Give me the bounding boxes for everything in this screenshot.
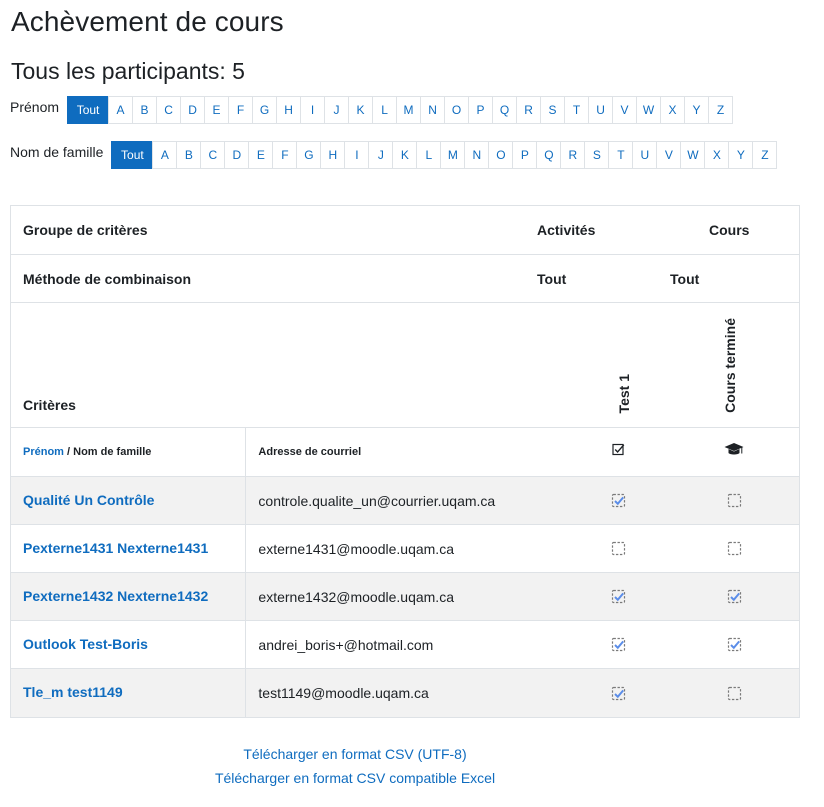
user-name-cell <box>11 492 245 510</box>
firstname-initial-l[interactable]: L <box>372 96 397 124</box>
lastname-initial-g[interactable]: G <box>296 141 321 169</box>
download-csv-utf8-link[interactable]: Télécharger en format CSV (UTF-8) <box>243 746 467 762</box>
course-type-cell <box>669 442 799 463</box>
lastname-initial-n[interactable]: N <box>464 141 489 169</box>
user-profile-link[interactable]: Outlook Test-Boris <box>23 635 148 652</box>
test1-status-cell <box>569 493 670 508</box>
firstname-initial-g[interactable]: G <box>252 96 277 124</box>
combination-method-course: Tout <box>670 270 700 287</box>
firstname-initial-t[interactable]: T <box>564 96 589 124</box>
table-row <box>11 573 799 621</box>
firstname-initial-s[interactable]: S <box>540 96 565 124</box>
lastname-initial-v[interactable]: V <box>656 141 681 169</box>
lastname-initial-s[interactable]: S <box>584 141 609 169</box>
lastname-initial-y[interactable]: Y <box>728 141 753 169</box>
activity-type-cell <box>569 443 670 461</box>
lastname-initial-k[interactable]: K <box>392 141 417 169</box>
firstname-initial-y[interactable]: Y <box>684 96 709 124</box>
lastname-initial-q[interactable]: Q <box>536 141 561 169</box>
checked-checkbox-icon <box>611 637 626 652</box>
lastname-initial-x[interactable]: X <box>704 141 729 169</box>
lastname-initial-b[interactable]: B <box>176 141 201 169</box>
checked-checkbox-icon <box>611 589 626 604</box>
firstname-initial-e[interactable]: E <box>204 96 229 124</box>
lastname-initial-o[interactable]: O <box>488 141 513 169</box>
firstname-initial-all[interactable]: Tout <box>67 96 109 124</box>
firstname-initial-r[interactable]: R <box>516 96 541 124</box>
lastname-initial-e[interactable]: E <box>248 141 273 169</box>
firstname-initial-v[interactable]: V <box>612 96 637 124</box>
criteria-group-activities: Activités <box>537 222 596 238</box>
user-email-cell: andrei_boris+@hotmail.com <box>245 621 568 668</box>
criteria-group-row <box>11 206 799 255</box>
lastname-initial-j[interactable]: J <box>368 141 393 169</box>
unchecked-checkbox-icon <box>727 541 742 556</box>
firstname-initial-o[interactable]: O <box>444 96 469 124</box>
table-row <box>11 477 799 525</box>
firstname-initial-k[interactable]: K <box>348 96 373 124</box>
lastname-initial-r[interactable]: R <box>560 141 585 169</box>
email-column-header: Adresse de courriel <box>245 428 568 476</box>
unchecked-checkbox-icon <box>727 493 742 508</box>
firstname-initial-c[interactable]: C <box>156 96 181 124</box>
firstname-initial-m[interactable]: M <box>396 96 421 124</box>
course-complete-status-cell <box>669 637 799 652</box>
course-complete-status-cell <box>669 589 799 604</box>
table-row <box>11 621 799 669</box>
lastname-initial-f[interactable]: F <box>272 141 297 169</box>
user-profile-link[interactable]: Pexterne1432 Nexterne1432 <box>23 587 209 604</box>
criteria-test1-header: Test 1 <box>616 373 632 413</box>
firstname-initial-d[interactable]: D <box>180 96 205 124</box>
completion-report-table <box>10 205 800 718</box>
firstname-initial-f[interactable]: F <box>228 96 253 124</box>
firstname-initial-i[interactable]: I <box>300 96 325 124</box>
unchecked-checkbox-icon <box>611 541 626 556</box>
lastname-initial-d[interactable]: D <box>224 141 249 169</box>
criteria-course-complete-header: Cours terminé <box>722 318 738 413</box>
test1-status-cell <box>569 589 670 604</box>
course-complete-status-cell <box>669 541 799 556</box>
combination-method-activities: Tout <box>537 270 567 287</box>
sort-firstname-link[interactable]: Prénom <box>23 446 64 458</box>
lastname-initial-z[interactable]: Z <box>752 141 777 169</box>
name-separator: / <box>63 446 74 458</box>
user-name-cell <box>11 540 245 558</box>
firstname-initial-n[interactable]: N <box>420 96 445 124</box>
test1-status-cell <box>569 541 670 556</box>
lastname-initial-i[interactable]: I <box>344 141 369 169</box>
graduation-cap-icon <box>724 442 744 463</box>
criteria-row <box>11 303 799 428</box>
user-email-cell: externe1431@moodle.uqam.ca <box>245 525 568 572</box>
user-name-cell <box>11 636 245 654</box>
combination-method-row <box>11 255 799 303</box>
lastname-initials-bar <box>10 141 777 169</box>
criteria-group-label: Groupe de critères <box>23 222 148 238</box>
firstname-initial-h[interactable]: H <box>276 96 301 124</box>
test1-status-cell <box>569 686 670 701</box>
lastname-initial-m[interactable]: M <box>440 141 465 169</box>
checked-checkbox-icon <box>727 637 742 652</box>
firstname-initial-b[interactable]: B <box>132 96 157 124</box>
firstname-initial-z[interactable]: Z <box>708 96 733 124</box>
table-row <box>11 669 799 717</box>
firstname-initial-x[interactable]: X <box>660 96 685 124</box>
course-complete-status-cell <box>669 493 799 508</box>
lastname-initial-all[interactable]: Tout <box>111 141 153 169</box>
firstname-initial-u[interactable]: U <box>588 96 613 124</box>
combination-method-label: Méthode de combinaison <box>23 270 192 287</box>
firstname-initials-label: Prénom <box>10 99 60 115</box>
test1-status-cell <box>569 637 670 652</box>
lastname-initial-t[interactable]: T <box>608 141 633 169</box>
criteria-group-course: Cours <box>709 222 750 238</box>
lastname-initial-c[interactable]: C <box>200 141 225 169</box>
sort-lastname-label[interactable]: Nom de famille <box>73 446 152 458</box>
participants-count: Tous les participants: 5 <box>11 58 245 84</box>
user-profile-link[interactable]: Qualité Un Contrôle <box>23 491 155 508</box>
user-profile-link[interactable]: Pexterne1431 Nexterne1431 <box>23 539 209 556</box>
lastname-initial-w[interactable]: W <box>680 141 705 169</box>
name-column-header <box>11 446 245 458</box>
download-csv-excel-link[interactable]: Télécharger en format CSV compatible Excel <box>214 770 496 786</box>
lastname-initial-u[interactable]: U <box>632 141 657 169</box>
user-email-cell: test1149@moodle.uqam.ca <box>245 669 568 717</box>
checked-checkbox-icon <box>611 493 626 508</box>
column-header-row <box>11 428 799 477</box>
checkbox-icon <box>612 443 625 461</box>
user-profile-link[interactable]: Tle_m test1149 <box>23 684 123 700</box>
user-email-cell: externe1432@moodle.uqam.ca <box>245 573 568 620</box>
lastname-initial-l[interactable]: L <box>416 141 441 169</box>
page-title: Achèvement de cours <box>11 6 284 37</box>
lastname-initial-p[interactable]: P <box>512 141 537 169</box>
firstname-initial-p[interactable]: P <box>468 96 493 124</box>
unchecked-checkbox-icon <box>727 686 742 701</box>
checked-checkbox-icon <box>611 686 626 701</box>
checked-checkbox-icon <box>727 589 742 604</box>
user-name-cell <box>11 588 245 606</box>
firstname-initial-w[interactable]: W <box>636 96 661 124</box>
lastname-initial-h[interactable]: H <box>320 141 345 169</box>
lastname-initial-a[interactable]: A <box>152 141 177 169</box>
lastname-initials-label: Nom de famille <box>10 144 104 160</box>
criteria-label: Critères <box>23 397 76 413</box>
firstname-initials-bar <box>10 96 733 124</box>
table-row <box>11 525 799 573</box>
firstname-initial-q[interactable]: Q <box>492 96 517 124</box>
course-complete-status-cell <box>669 686 799 701</box>
firstname-initial-a[interactable]: A <box>108 96 133 124</box>
firstname-initial-j[interactable]: J <box>324 96 349 124</box>
user-name-cell <box>11 684 245 702</box>
user-email-cell: controle.qualite_un@courrier.uqam.ca <box>245 477 568 524</box>
